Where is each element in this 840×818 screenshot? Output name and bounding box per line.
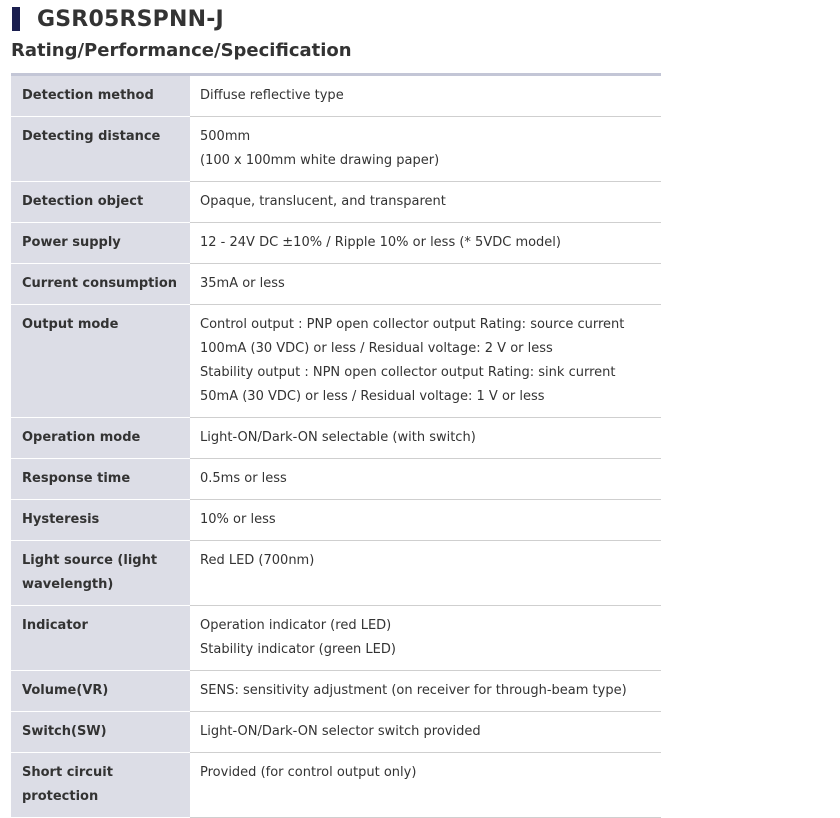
table-row (11, 606, 661, 671)
value-line: 0.5ms or less (200, 471, 287, 486)
value-line: Light-ON/Dark-ON selector switch provided (200, 724, 481, 739)
value-line: Red LED (700nm) (200, 553, 315, 568)
row-value (190, 264, 661, 305)
row-label: Volume(VR) (11, 671, 190, 712)
row-label: Power supply (11, 223, 190, 264)
row-value (190, 606, 661, 671)
page-title-bar (12, 6, 224, 32)
value-line: 500mm (200, 129, 251, 144)
value-line: Operation indicator (red LED) (200, 618, 392, 633)
section-heading: Rating/Performance/Specification (11, 40, 352, 61)
row-value (190, 712, 661, 753)
table-row (11, 753, 661, 818)
value-line: 10% or less (200, 512, 276, 527)
title-marker (12, 7, 20, 31)
table-row (11, 500, 661, 541)
row-label: Current consumption (11, 264, 190, 305)
table-row (11, 305, 661, 418)
row-label: Switch(SW) (11, 712, 190, 753)
row-label: Indicator (11, 606, 190, 671)
row-label: Detecting distance (11, 117, 190, 182)
row-value (190, 671, 661, 712)
value-line: Light-ON/Dark-ON selectable (with switch) (200, 430, 476, 445)
table-row (11, 418, 661, 459)
value-line: Opaque, translucent, and transparent (200, 194, 446, 209)
table-row (11, 182, 661, 223)
row-value (190, 541, 661, 606)
row-value (190, 117, 661, 182)
row-label: Output mode (11, 305, 190, 418)
value-line: Provided (for control output only) (200, 765, 417, 780)
value-line: Control output : PNP open collector output Rating: source current 100mA (30 VDC) or less / Residual voltage: 2 V or less (200, 317, 625, 356)
table-row (11, 76, 661, 117)
row-label: Hysteresis (11, 500, 190, 541)
row-label: Detection object (11, 182, 190, 223)
row-label: Operation mode (11, 418, 190, 459)
table-row (11, 264, 661, 305)
table-row (11, 671, 661, 712)
row-value (190, 305, 661, 418)
table-row (11, 117, 661, 182)
row-label: Detection method (11, 76, 190, 117)
value-line: Stability output : NPN open collector output Rating: sink current 50mA (30 VDC) or less / Residual voltage: 1 V or less (200, 365, 616, 404)
value-line: 35mA or less (200, 276, 285, 291)
table-row (11, 459, 661, 500)
row-value (190, 76, 661, 117)
page-title: GSR05RSPNN-J (37, 6, 224, 32)
row-label: Short circuit protection (11, 753, 190, 818)
row-value (190, 500, 661, 541)
value-line: (100 x 100mm white drawing paper) (200, 153, 440, 168)
table-row (11, 712, 661, 753)
row-label: Light source (light wavelength) (11, 541, 190, 606)
value-line: 12 - 24V DC ±10% / Ripple 10% or less (* 5VDC model) (200, 235, 561, 250)
table-row (11, 223, 661, 264)
row-value (190, 753, 661, 818)
value-line: SENS: sensitivity adjustment (on receiver for through-beam type) (200, 683, 627, 698)
value-line: Stability indicator (green LED) (200, 642, 396, 657)
row-value (190, 182, 661, 223)
spec-table (11, 76, 661, 818)
value-line: Diffuse reflective type (200, 88, 344, 103)
row-value (190, 418, 661, 459)
row-label: Response time (11, 459, 190, 500)
table-row (11, 541, 661, 606)
row-value (190, 223, 661, 264)
row-value (190, 459, 661, 500)
